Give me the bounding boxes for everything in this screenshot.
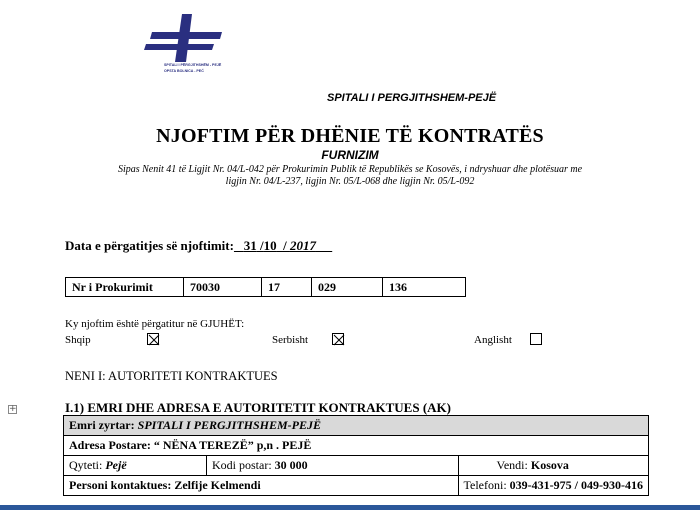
postal-code-cell [207, 456, 459, 476]
checked-x-icon [333, 334, 345, 346]
contact-person-value: Zelfije Kelmendi [174, 478, 261, 492]
date-label: Data e përgatitjes së njoftimit: [65, 238, 234, 253]
address-value: : “ NËNA TEREZË” p,n . PEJË [146, 438, 312, 452]
country-value: Kosova [530, 458, 569, 472]
move-handle-icon[interactable]: + [9, 404, 17, 414]
hospital-name: SPITALI I PERGJITHSHEM-PEJË [327, 92, 497, 104]
phone-value: 039-431-975 / 049-930-416 [509, 478, 643, 492]
contracting-authority-table [63, 415, 649, 496]
official-name-cell [64, 416, 649, 436]
languages-intro: Ky njoftim është përgatitur në GJUHËT: [65, 318, 245, 330]
city-cell [64, 456, 207, 476]
date-year: 2017 [289, 238, 316, 253]
legal-reference-2: ligjin Nr. 04/L-237, ligjin Nr. 05/L-068 dhe ligjin Nr. 05/L-092 [225, 176, 475, 187]
country-cell [458, 456, 648, 476]
procurement-part-4: 136 [383, 278, 466, 297]
preparation-date: Data e përgatitjes së njoftimit: 31 /10 / 2017 [65, 238, 316, 253]
table-row [64, 436, 649, 456]
checkbox-anglisht[interactable] [530, 333, 542, 345]
hospital-logo [144, 14, 284, 84]
contact-person-cell [64, 476, 459, 496]
table-row [64, 476, 649, 496]
logo-line-2: OPSTA BOLNICA - PEĆ [164, 69, 204, 73]
phone-cell [458, 476, 648, 496]
procurement-number-table [65, 277, 466, 297]
city-label: Qyteti: [69, 458, 103, 472]
checkbox-shqip[interactable] [147, 333, 159, 345]
table-row [64, 416, 649, 436]
official-name-label: Emri zyrtar: [69, 418, 135, 432]
cross-logo-icon [144, 14, 224, 62]
phone-label: Telefoni: [463, 478, 507, 492]
procurement-label: Nr i Prokurimit [66, 278, 184, 297]
document-subtitle: FURNIZIM [321, 148, 379, 162]
checked-x-icon [148, 334, 160, 346]
city-value: Pejë [105, 458, 127, 472]
legal-reference-1: Sipas Nenit 41 të Ligjit Nr. 04/L-042 për Prokurimin Publik të Republikës se Kosovës, i ndryshuar dhe plotësuar me [117, 164, 583, 175]
address-cell [64, 436, 649, 456]
address-label: Adresa Postare [69, 438, 147, 452]
section-heading: NENI I: AUTORITETI KONTRAKTUES [65, 369, 278, 383]
language-label-serbisht: Serbisht [272, 334, 309, 346]
postal-code-label: Kodi postar: [212, 458, 272, 472]
logo-line-1: SPITALI I PËRGJITHSHËM - PEJË [164, 63, 222, 67]
procurement-part-2: 17 [262, 278, 312, 297]
document-title: NJOFTIM PËR DHËNIE TË KONTRATËS [156, 125, 544, 147]
postal-code-value: 30 000 [274, 458, 308, 472]
date-month: 10 [263, 238, 277, 253]
window-bottom-bar [0, 505, 700, 510]
language-label-shqip: Shqip [65, 334, 91, 346]
section-subheading: I.1) EMRI DHE ADRESA E AUTORITETIT KONTRAKTUES (AK) [65, 400, 451, 415]
table-row [64, 456, 649, 476]
procurement-part-3: 029 [312, 278, 383, 297]
checkbox-serbisht[interactable] [332, 333, 344, 345]
procurement-part-1: 70030 [184, 278, 262, 297]
contact-person-label: Personi kontaktues: [69, 478, 172, 492]
country-label: Vendi: [496, 458, 528, 472]
date-day: 31 [243, 238, 257, 253]
language-label-anglisht: Anglisht [474, 334, 512, 346]
official-name-value: SPITALI I PERGJITHSHEM-PEJË [137, 418, 322, 432]
